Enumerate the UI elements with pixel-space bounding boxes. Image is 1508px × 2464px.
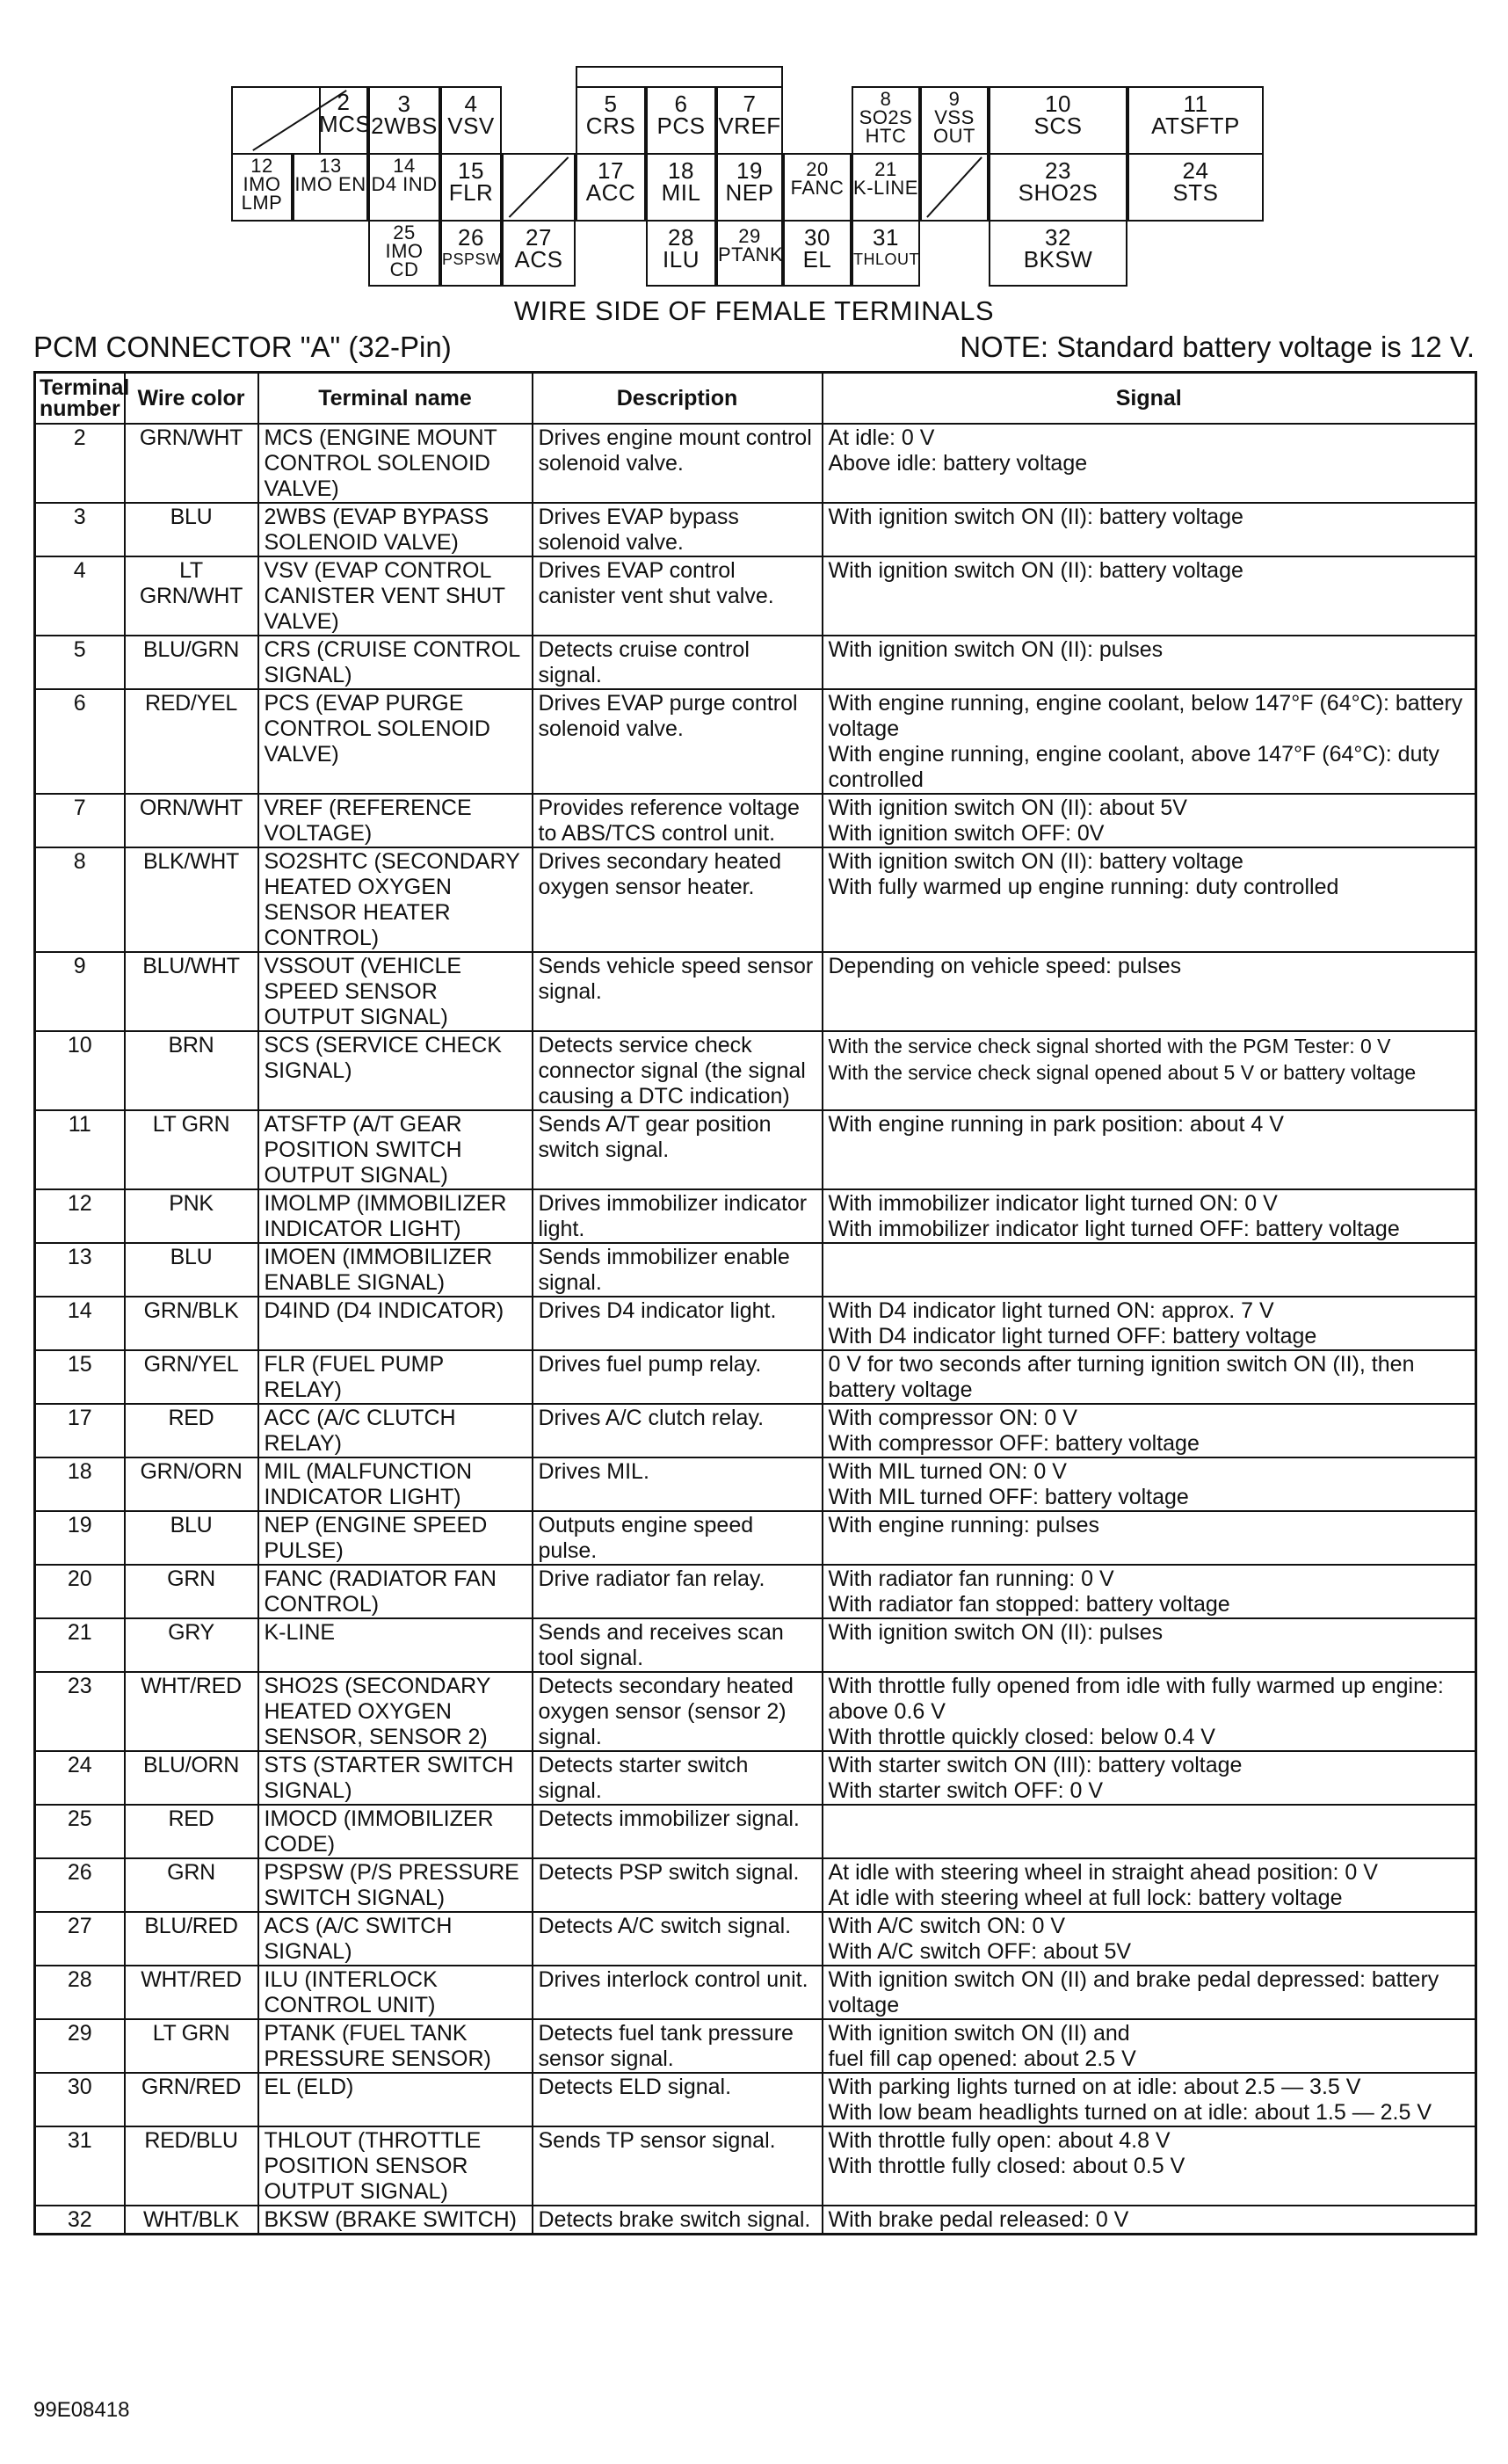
pin-17 xyxy=(576,153,646,222)
wire-color-cell: GRN xyxy=(125,1858,258,1912)
terminal-name-cell: FLR (FUEL PUMP RELAY) xyxy=(258,1350,533,1404)
wire-color-cell: GRN/BLK xyxy=(125,1297,258,1350)
terminal-number-cell: 18 xyxy=(35,1457,125,1511)
terminal-name-cell: BKSW (BRAKE SWITCH) xyxy=(258,2206,533,2235)
pin-29 xyxy=(716,220,783,287)
description-cell: Detects A/C switch signal. xyxy=(533,1912,823,1966)
terminal-number-cell: 21 xyxy=(35,1618,125,1672)
table-row xyxy=(35,1511,1476,1565)
signal-cell: With ignition switch ON (II): about 5V With ignition switch OFF: 0V xyxy=(823,794,1476,847)
pin-19-label: NEP xyxy=(725,179,774,206)
pin-11 xyxy=(1127,86,1264,155)
pin-31-label: THLOUT xyxy=(853,251,919,268)
signal-cell: With ignition switch ON (II) and fuel fill cap opened: about 2.5 V xyxy=(823,2019,1476,2073)
wire-color-cell: RED xyxy=(125,1805,258,1858)
table-row xyxy=(35,2019,1476,2073)
pin-11-number: 11 xyxy=(1183,91,1208,117)
pin-3 xyxy=(368,86,440,155)
signal-cell: With A/C switch ON: 0 V With A/C switch OFF: about 5V xyxy=(823,1912,1476,1966)
wire-color-cell: GRN xyxy=(125,1565,258,1618)
pin-14-label: D4 IND xyxy=(371,173,438,195)
terminal-number-cell: 25 xyxy=(35,1805,125,1858)
wire-color-cell: GRN/ORN xyxy=(125,1457,258,1511)
terminal-number-cell: 27 xyxy=(35,1912,125,1966)
pin-4-number: 4 xyxy=(464,91,478,117)
pin-18 xyxy=(646,153,716,222)
wire-color-cell: LT GRN xyxy=(125,1110,258,1189)
wire-color-cell: BLU xyxy=(125,503,258,556)
pin-27 xyxy=(502,220,576,287)
terminal-name-cell: ACS (A/C SWITCH SIGNAL) xyxy=(258,1912,533,1966)
signal-cell: With engine running in park position: about 4 V xyxy=(823,1110,1476,1189)
terminal-name-cell: NEP (ENGINE SPEED PULSE) xyxy=(258,1511,533,1565)
description-cell: Detects ELD signal. xyxy=(533,2073,823,2126)
terminal-number-cell: 7 xyxy=(35,794,125,847)
pin-30-label: EL xyxy=(802,246,832,273)
pin-29-number: 29 xyxy=(738,225,761,247)
description-cell: Drives MIL. xyxy=(533,1457,823,1511)
pin-7-number: 7 xyxy=(743,91,757,117)
wire-color-cell: RED xyxy=(125,1404,258,1457)
pin-24 xyxy=(1127,153,1264,222)
terminal-name-cell: SHO2S (SECONDARY HEATED OXYGEN SENSOR, SENSOR 2) xyxy=(258,1672,533,1751)
table-row xyxy=(35,847,1476,952)
signal-cell xyxy=(823,1243,1476,1297)
pin-32-number: 32 xyxy=(1045,224,1071,251)
pin-3-label: 2WBS xyxy=(371,113,438,139)
wire-color-cell: PNK xyxy=(125,1189,258,1243)
terminal-number-cell: 23 xyxy=(35,1672,125,1751)
description-cell: Sends and receives scan tool signal. xyxy=(533,1618,823,1672)
terminal-number-cell: 15 xyxy=(35,1350,125,1404)
description-cell: Drives EVAP purge control solenoid valve. xyxy=(533,689,823,794)
description-cell: Drive radiator fan relay. xyxy=(533,1565,823,1618)
terminal-number-cell: 12 xyxy=(35,1189,125,1243)
terminal-number-cell: 29 xyxy=(35,2019,125,2073)
description-cell: Drives interlock control unit. xyxy=(533,1966,823,2019)
pin-17-number: 17 xyxy=(598,157,624,184)
pin-12 xyxy=(231,153,293,222)
pin-28 xyxy=(646,220,716,287)
terminal-name-cell: MCS (ENGINE MOUNT CONTROL SOLENOID VALVE) xyxy=(258,424,533,503)
signal-cell: With ignition switch ON (II): battery voltage xyxy=(823,556,1476,636)
col-header-description: Description xyxy=(533,373,823,425)
table-row xyxy=(35,952,1476,1031)
pin-2-label: MCS xyxy=(319,111,372,137)
terminal-name-cell: EL (ELD) xyxy=(258,2073,533,2126)
figure-id: 99E08418 xyxy=(33,2398,130,2422)
pin-26-label: PSPSW xyxy=(442,251,502,268)
pin-31-number: 31 xyxy=(873,224,899,251)
pin-17-label: ACC xyxy=(585,179,636,206)
terminal-name-cell: 2WBS (EVAP BYPASS SOLENOID VALVE) xyxy=(258,503,533,556)
pin-6-label: PCS xyxy=(656,113,706,139)
pin-7 xyxy=(716,86,783,155)
pin-32-label: BKSW xyxy=(1023,246,1093,273)
pin-8 xyxy=(852,86,920,155)
pin-8-number: 8 xyxy=(880,88,892,110)
signal-cell: With ignition switch ON (II): pulses xyxy=(823,1618,1476,1672)
empty-cavity xyxy=(920,153,989,222)
table-row xyxy=(35,1189,1476,1243)
terminal-name-cell: ILU (INTERLOCK CONTROL UNIT) xyxy=(258,1966,533,2019)
table-row xyxy=(35,424,1476,503)
terminal-name-cell: IMOLMP (IMMOBILIZER INDICATOR LIGHT) xyxy=(258,1189,533,1243)
table-row xyxy=(35,1404,1476,1457)
wire-color-cell: WHT/BLK xyxy=(125,2206,258,2235)
terminal-number-cell: 2 xyxy=(35,424,125,503)
signal-cell: With ignition switch ON (II): pulses xyxy=(823,636,1476,689)
table-row xyxy=(35,1350,1476,1404)
wire-color-cell: LT GRN xyxy=(125,2019,258,2073)
terminal-name-cell: SO2SHTC (SECONDARY HEATED OXYGEN SENSOR HEATER CONTROL) xyxy=(258,847,533,952)
pin-6 xyxy=(646,86,716,155)
terminal-name-cell: IMOEN (IMMOBILIZER ENABLE SIGNAL) xyxy=(258,1243,533,1297)
pin-2-number: 2 xyxy=(337,89,351,115)
signal-cell: With throttle fully opened from idle with fully warmed up engine: above 0.6 V With throttle quickly closed: below 0.4 V xyxy=(823,1672,1476,1751)
table-header-row xyxy=(35,373,1476,425)
pin-14-number: 14 xyxy=(393,155,416,177)
pin-10 xyxy=(989,86,1127,155)
table-row xyxy=(35,1912,1476,1966)
connector-diagram xyxy=(0,0,1508,334)
description-cell: Detects PSP switch signal. xyxy=(533,1858,823,1912)
signal-cell xyxy=(823,1805,1476,1858)
wire-color-cell: BLK/WHT xyxy=(125,847,258,952)
table-row xyxy=(35,1805,1476,1858)
table-row xyxy=(35,636,1476,689)
terminal-name-cell: FANC (RADIATOR FAN CONTROL) xyxy=(258,1565,533,1618)
terminal-number-cell: 14 xyxy=(35,1297,125,1350)
signal-cell: With throttle fully open: about 4.8 V With throttle fully closed: about 0.5 V xyxy=(823,2126,1476,2206)
pin-20 xyxy=(783,153,852,222)
description-cell: Drives D4 indicator light. xyxy=(533,1297,823,1350)
signal-cell: 0 V for two seconds after turning ignition switch ON (II), then battery voltage xyxy=(823,1350,1476,1404)
wire-color-cell: BRN xyxy=(125,1031,258,1110)
table-row xyxy=(35,794,1476,847)
pin-27-label: ACS xyxy=(514,246,563,273)
table-row xyxy=(35,2073,1476,2126)
pin-26 xyxy=(440,220,502,287)
pin-8-label: SO2S HTC xyxy=(859,106,913,147)
pin-4-label: VSV xyxy=(447,113,495,139)
pin-13-number: 13 xyxy=(319,155,342,177)
pin-12-label: IMO LMP xyxy=(241,173,283,214)
terminal-name-cell: ACC (A/C CLUTCH RELAY) xyxy=(258,1404,533,1457)
description-cell: Drives immobilizer indicator light. xyxy=(533,1189,823,1243)
signal-cell: With radiator fan running: 0 V With radiator fan stopped: battery voltage xyxy=(823,1565,1476,1618)
terminal-name-cell: SCS (SERVICE CHECK SIGNAL) xyxy=(258,1031,533,1110)
pin-15 xyxy=(440,153,502,222)
wire-color-cell: WHT/RED xyxy=(125,1672,258,1751)
signal-cell: With immobilizer indicator light turned ON: 0 V With immobilizer indicator light turned OFF: battery voltage xyxy=(823,1189,1476,1243)
pin-15-number: 15 xyxy=(458,157,484,184)
wire-color-cell: GRN/WHT xyxy=(125,424,258,503)
terminal-name-cell: D4IND (D4 INDICATOR) xyxy=(258,1297,533,1350)
pin-18-label: MIL xyxy=(661,179,701,206)
wire-color-cell: ORN/WHT xyxy=(125,794,258,847)
description-cell: Drives EVAP bypass solenoid valve. xyxy=(533,503,823,556)
signal-cell: With the service check signal shorted with the PGM Tester: 0 V With the service check signal opened about 5 V or battery voltage xyxy=(823,1031,1476,1110)
pin-12-number: 12 xyxy=(250,155,273,177)
terminal-number-cell: 6 xyxy=(35,689,125,794)
pin-32 xyxy=(989,220,1127,287)
pin-4 xyxy=(440,86,502,155)
pin-2-content xyxy=(319,86,372,155)
description-cell: Detects starter switch signal. xyxy=(533,1751,823,1805)
description-cell: Outputs engine speed pulse. xyxy=(533,1511,823,1565)
description-cell: Detects fuel tank pressure sensor signal. xyxy=(533,2019,823,2073)
pin-7-label: VREF xyxy=(718,113,781,139)
wire-color-cell: GRN/RED xyxy=(125,2073,258,2126)
signal-cell: With engine running, engine coolant, below 147°F (64°C): battery voltage With engine running, engine coolant, above 147°F (64°C): duty controlled xyxy=(823,689,1476,794)
terminal-number-cell: 20 xyxy=(35,1565,125,1618)
pin-11-label: ATSFTP xyxy=(1151,113,1240,139)
terminal-name-cell: STS (STARTER SWITCH SIGNAL) xyxy=(258,1751,533,1805)
description-cell: Drives secondary heated oxygen sensor heater. xyxy=(533,847,823,952)
pin-20-number: 20 xyxy=(806,158,829,180)
terminal-number-cell: 5 xyxy=(35,636,125,689)
pin-20-label: FANC xyxy=(790,177,845,199)
connector-lock-tab xyxy=(576,66,783,87)
pin-25-label: IMO CD xyxy=(385,240,424,280)
terminal-name-cell: VREF (REFERENCE VOLTAGE) xyxy=(258,794,533,847)
terminal-name-cell: CRS (CRUISE CONTROL SIGNAL) xyxy=(258,636,533,689)
pin-26-number: 26 xyxy=(458,224,484,251)
pin-19-number: 19 xyxy=(736,157,763,184)
signal-cell: Depending on vehicle speed: pulses xyxy=(823,952,1476,1031)
description-cell: Detects service check connector signal (the signal causing a DTC indication) xyxy=(533,1031,823,1110)
table-row xyxy=(35,689,1476,794)
pin-25 xyxy=(368,220,440,287)
table-row xyxy=(35,503,1476,556)
table-row xyxy=(35,1966,1476,2019)
wire-color-cell: RED/BLU xyxy=(125,2126,258,2206)
connector-title: PCM CONNECTOR "A" (32-Pin) xyxy=(33,331,452,363)
terminal-number-cell: 17 xyxy=(35,1404,125,1457)
pin-9 xyxy=(920,86,989,155)
pin-10-number: 10 xyxy=(1045,91,1071,117)
wire-color-cell: WHT/RED xyxy=(125,1966,258,2019)
terminal-number-cell: 30 xyxy=(35,2073,125,2126)
terminal-number-cell: 9 xyxy=(35,952,125,1031)
terminal-number-cell: 24 xyxy=(35,1751,125,1805)
terminal-name-cell: MIL (MALFUNCTION INDICATOR LIGHT) xyxy=(258,1457,533,1511)
signal-cell: With ignition switch ON (II): battery voltage xyxy=(823,503,1476,556)
table-row xyxy=(35,1297,1476,1350)
signal-cell: With compressor ON: 0 V With compressor OFF: battery voltage xyxy=(823,1404,1476,1457)
terminal-number-cell: 28 xyxy=(35,1966,125,2019)
terminal-name-cell: PSPSW (P/S PRESSURE SWITCH SIGNAL) xyxy=(258,1858,533,1912)
description-cell: Drives EVAP control canister vent shut valve. xyxy=(533,556,823,636)
table-row xyxy=(35,1243,1476,1297)
pin-3-number: 3 xyxy=(397,91,411,117)
terminal-number-cell: 10 xyxy=(35,1031,125,1110)
terminal-number-cell: 4 xyxy=(35,556,125,636)
pin-21-number: 21 xyxy=(874,158,897,180)
signal-cell: With MIL turned ON: 0 V With MIL turned OFF: battery voltage xyxy=(823,1457,1476,1511)
pin-29-label: PTANK xyxy=(718,243,784,265)
pin-28-number: 28 xyxy=(668,224,694,251)
signal-cell: With engine running: pulses xyxy=(823,1511,1476,1565)
pin-23 xyxy=(989,153,1127,222)
description-cell: Drives engine mount control solenoid valve. xyxy=(533,424,823,503)
wire-color-cell: LT GRN/WHT xyxy=(125,556,258,636)
diagram-caption: WIRE SIDE OF FEMALE TERMINALS xyxy=(513,295,995,326)
pin-14 xyxy=(368,153,440,222)
description-cell: Detects secondary heated oxygen sensor (sensor 2) signal. xyxy=(533,1672,823,1751)
description-cell: Sends TP sensor signal. xyxy=(533,2126,823,2206)
pin-5 xyxy=(576,86,646,155)
signal-cell: With ignition switch ON (II) and brake pedal depressed: battery voltage xyxy=(823,1966,1476,2019)
terminal-name-cell: THLOUT (THROTTLE POSITION SENSOR OUTPUT SIGNAL) xyxy=(258,2126,533,2206)
description-cell: Detects brake switch signal. xyxy=(533,2206,823,2235)
signal-cell: At idle with steering wheel in straight ahead position: 0 V At idle with steering wheel at full lock: battery voltage xyxy=(823,1858,1476,1912)
pin-18-number: 18 xyxy=(668,157,694,184)
pin-31 xyxy=(852,220,920,287)
terminal-name-cell: PCS (EVAP PURGE CONTROL SOLENOID VALVE) xyxy=(258,689,533,794)
col-header-wire-color: Wire color xyxy=(125,373,258,425)
table-row xyxy=(35,2126,1476,2206)
pin-21-label: K-LINE xyxy=(853,177,918,199)
description-cell: Sends immobilizer enable signal. xyxy=(533,1243,823,1297)
table-row xyxy=(35,1031,1476,1110)
pin-9-number: 9 xyxy=(948,88,961,110)
description-cell: Sends vehicle speed sensor signal. xyxy=(533,952,823,1031)
voltage-note: NOTE: Standard battery voltage is 12 V. xyxy=(960,331,1475,363)
description-cell: Drives A/C clutch relay. xyxy=(533,1404,823,1457)
table-row xyxy=(35,1751,1476,1805)
pin-15-label: FLR xyxy=(448,179,494,206)
pin-10-label: SCS xyxy=(1033,113,1083,139)
wire-color-cell: GRY xyxy=(125,1618,258,1672)
table-row xyxy=(35,1618,1476,1672)
table-row xyxy=(35,1672,1476,1751)
terminal-name-cell: ATSFTP (A/T GEAR POSITION SWITCH OUTPUT SIGNAL) xyxy=(258,1110,533,1189)
wire-color-cell: BLU/GRN xyxy=(125,636,258,689)
signal-cell: With ignition switch ON (II): battery voltage With fully warmed up engine running: duty controlled xyxy=(823,847,1476,952)
pin-24-number: 24 xyxy=(1182,157,1209,184)
wire-color-cell: GRN/YEL xyxy=(125,1350,258,1404)
pin-28-label: ILU xyxy=(663,246,700,273)
terminal-number-cell: 19 xyxy=(35,1511,125,1565)
wire-color-cell: BLU xyxy=(125,1511,258,1565)
description-cell: Detects cruise control signal. xyxy=(533,636,823,689)
col-header-terminal-name: Terminal name xyxy=(258,373,533,425)
terminal-table xyxy=(33,371,1477,2235)
description-cell: Provides reference voltage to ABS/TCS control unit. xyxy=(533,794,823,847)
pin-27-number: 27 xyxy=(526,224,552,251)
col-header-signal: Signal xyxy=(823,373,1476,425)
pin-5-label: CRS xyxy=(585,113,636,139)
pin-13 xyxy=(293,153,368,222)
wire-color-cell: RED/YEL xyxy=(125,689,258,794)
table-row xyxy=(35,1457,1476,1511)
terminal-number-cell: 26 xyxy=(35,1858,125,1912)
signal-cell: With parking lights turned on at idle: about 2.5 — 3.5 V With low beam headlights turned on at idle: about 1.5 — 2.5 V xyxy=(823,2073,1476,2126)
pin-30-number: 30 xyxy=(804,224,830,251)
terminal-name-cell: PTANK (FUEL TANK PRESSURE SENSOR) xyxy=(258,2019,533,2073)
pin-25-number: 25 xyxy=(393,222,416,243)
wire-color-cell: BLU/ORN xyxy=(125,1751,258,1805)
pin-21 xyxy=(852,153,920,222)
description-cell: Drives fuel pump relay. xyxy=(533,1350,823,1404)
table-row xyxy=(35,1110,1476,1189)
terminal-number-cell: 3 xyxy=(35,503,125,556)
table-row xyxy=(35,2206,1476,2235)
terminal-name-cell: IMOCD (IMMOBILIZER CODE) xyxy=(258,1805,533,1858)
terminal-number-cell: 8 xyxy=(35,847,125,952)
terminal-name-cell: VSV (EVAP CONTROL CANISTER VENT SHUT VALVE) xyxy=(258,556,533,636)
signal-cell: With D4 indicator light turned ON: approx. 7 V With D4 indicator light turned OFF: battery voltage xyxy=(823,1297,1476,1350)
pin-9-label: VSS OUT xyxy=(933,106,975,147)
signal-cell: With brake pedal released: 0 V xyxy=(823,2206,1476,2235)
terminal-number-cell: 11 xyxy=(35,1110,125,1189)
table-row xyxy=(35,1858,1476,1912)
wire-color-cell: BLU xyxy=(125,1243,258,1297)
col-header-terminal-number: Terminal number xyxy=(35,373,125,425)
empty-cavity xyxy=(502,153,576,222)
pin-6-number: 6 xyxy=(674,91,688,117)
wire-color-cell: BLU/RED xyxy=(125,1912,258,1966)
terminal-name-cell: VSSOUT (VEHICLE SPEED SENSOR OUTPUT SIGNAL) xyxy=(258,952,533,1031)
pin-23-label: SHO2S xyxy=(1018,179,1098,206)
table-row xyxy=(35,1565,1476,1618)
pin-13-label: IMO EN xyxy=(294,173,366,195)
pin-24-label: STS xyxy=(1172,179,1219,206)
description-cell: Detects immobilizer signal. xyxy=(533,1805,823,1858)
table-body xyxy=(35,424,1476,2235)
wire-color-cell: BLU/WHT xyxy=(125,952,258,1031)
signal-cell: With starter switch ON (III): battery voltage With starter switch OFF: 0 V xyxy=(823,1751,1476,1805)
description-cell: Sends A/T gear position switch signal. xyxy=(533,1110,823,1189)
table-row xyxy=(35,556,1476,636)
pin-19 xyxy=(716,153,783,222)
terminal-number-cell: 31 xyxy=(35,2126,125,2206)
terminal-name-cell: K-LINE xyxy=(258,1618,533,1672)
pin-5-number: 5 xyxy=(604,91,618,117)
terminal-number-cell: 32 xyxy=(35,2206,125,2235)
pin-23-number: 23 xyxy=(1045,157,1071,184)
pin-30 xyxy=(783,220,852,287)
terminal-number-cell: 13 xyxy=(35,1243,125,1297)
signal-cell: At idle: 0 V Above idle: battery voltage xyxy=(823,424,1476,503)
